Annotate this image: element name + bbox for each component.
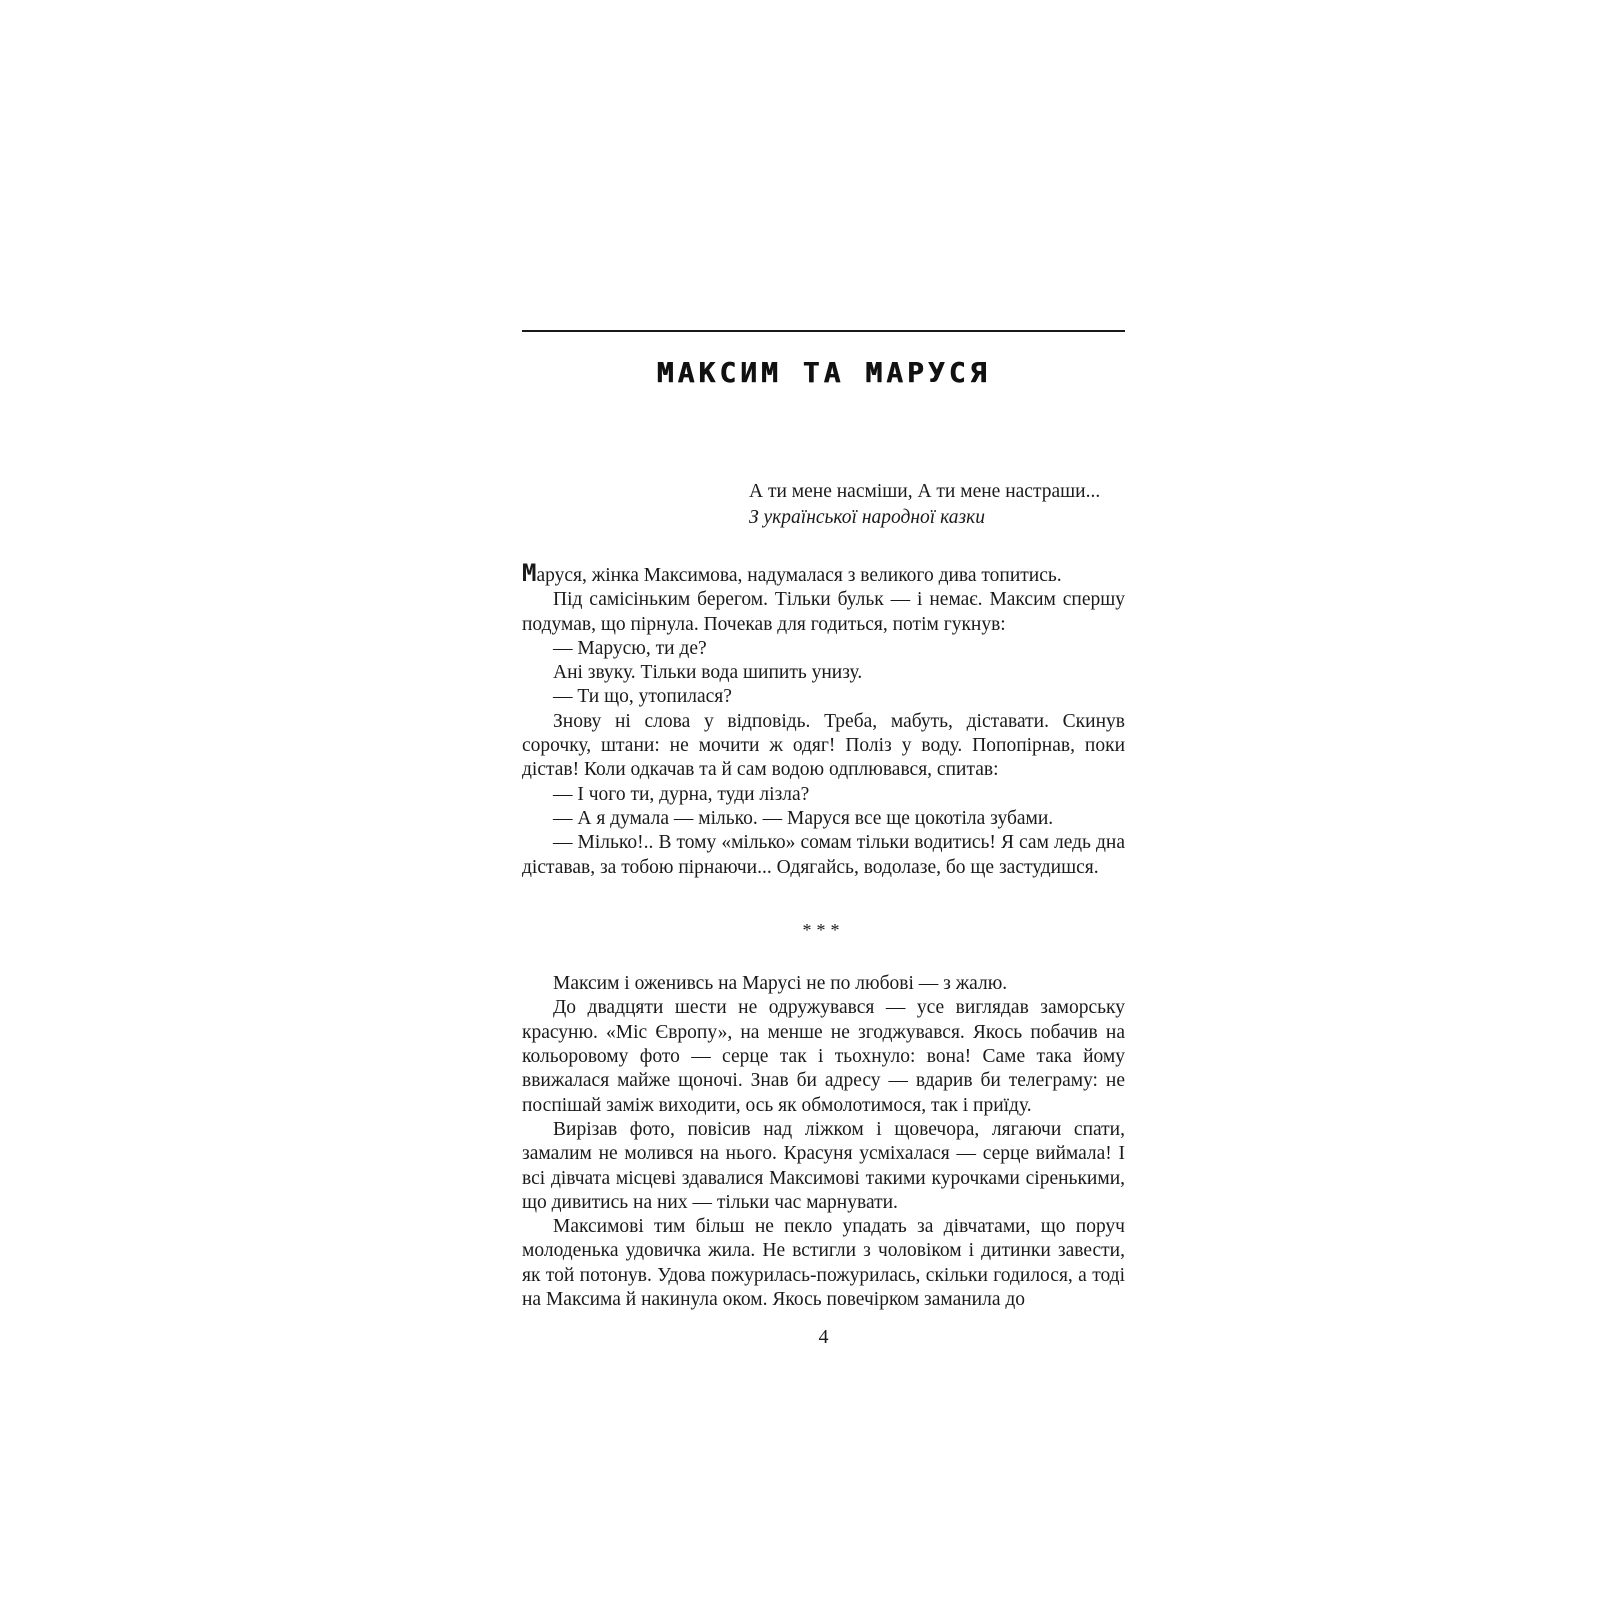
paragraph: — І чого ти, дурна, туди лізла? xyxy=(553,783,810,805)
book-page xyxy=(522,330,1125,1349)
body-text xyxy=(522,561,1125,1312)
opening-text: аруся, жінка Максимова, надумалася з великого дива топитись. xyxy=(536,565,1062,586)
paragraph-opening xyxy=(522,561,1125,588)
paragraph: Вирізав фото, повісив над ліжком і щовечора, лягаючи спати, замалим не молився на нього. Красуня усміхалася — серце виймала! І всі дівчата місцеві здавалися Максимові такими курочками сіренькими, що дивитись на них — тільки час марнувати. xyxy=(522,1118,1125,1213)
epigraph-source: З української народної казки xyxy=(749,507,985,528)
paragraph: Під самісіньким берегом. Тільки бульк — і немає. Максим спершу подумав, що пірнула. Почекав для годиться, потім гукнув: xyxy=(522,589,1125,635)
paragraph: — Мілько!.. В тому «мілько» сомам тільки водитись! Я сам ледь дна діставав, за тобою пірнаючи... Одягайсь, водолазе, бо ще застудишся. xyxy=(522,832,1125,878)
paragraph: Ані звуку. Тільки вода шипить унизу. xyxy=(553,662,863,684)
drop-cap: М xyxy=(522,559,537,587)
chapter-title: МАКСИМ ТА МАРУСЯ xyxy=(656,356,991,389)
paragraph: Максимові тим більш не пекло упадать за дівчатами, що поруч молоденька удовичка жила. Не встигли з чоловіком і дитинки завести, як той потонув. Удова пожурилась-пожурилась, скільки годилося, а тоді на Максима й накинула оком. Якось повечірком заманила до xyxy=(522,1216,1125,1311)
section-separator: *** xyxy=(802,919,845,940)
title-rule xyxy=(522,330,1125,332)
page-number: 4 xyxy=(818,1326,829,1349)
paragraph: — Ти що, утопилася? xyxy=(553,686,732,708)
paragraph: — А я думала — мілько. — Маруся все ще цокотіла зубами. xyxy=(553,807,1054,829)
epigraph-line: А ти мене насміши, А ти мене настраши... xyxy=(749,481,1101,502)
paragraph: — Марусю, ти де? xyxy=(553,637,707,659)
paragraph: Знову ні слова у відповідь. Треба, мабуть, діставати. Скинув сорочку, штани: не мочити ж одяг! Поліз у воду. Попопірнав, поки дістав! Коли одкачав та й сам водою одплювався, спитав: xyxy=(522,710,1125,781)
paragraph: Максим і оженивсь на Марусі не по любові — з жалю. xyxy=(553,973,1008,995)
epigraph xyxy=(522,479,1125,531)
paragraph: До двадцяти шести не одружувався — усе виглядав заморську красуню. «Міс Європу», на менше не згоджувався. Якось побачив на кольоровому фото — серце так і тьохнуло: вона! Саме така йому ввижалася майже щоночі. Знав би адресу — вдарив би телеграму: не поспішай заміж виходити, ось як обмолотимося, так і приїду. xyxy=(522,997,1125,1116)
